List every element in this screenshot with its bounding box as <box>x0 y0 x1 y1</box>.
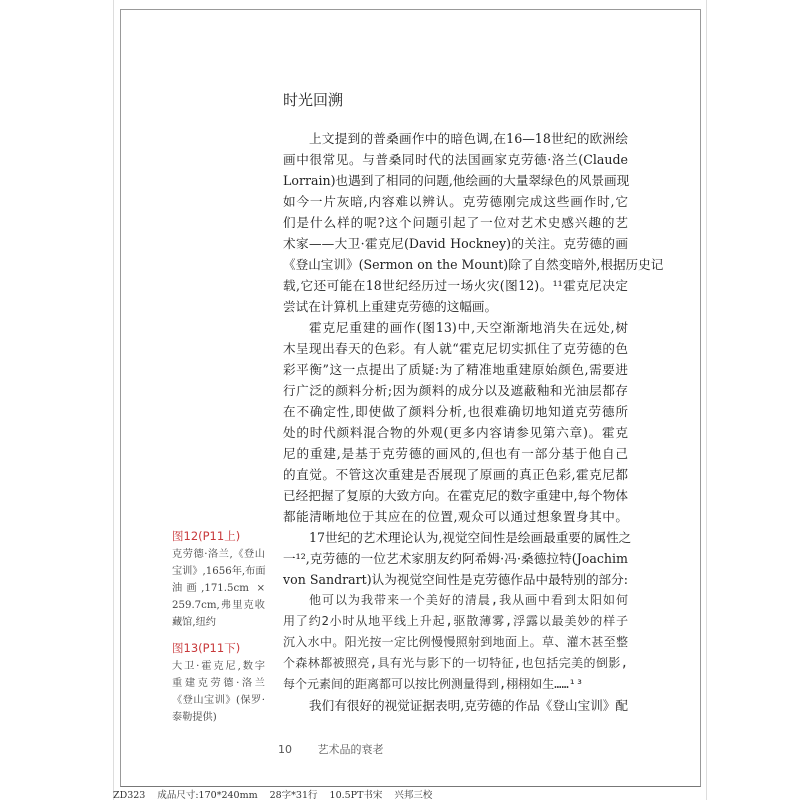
text-line: 彩平衡”这一点提出了质疑:为了精准地重建原始颜色,需要进 <box>283 362 628 377</box>
slug-item: 28字*31行 <box>269 790 318 801</box>
section-heading: 时光回溯 <box>283 91 344 109</box>
text-line: 已经把握了复原的大致方向。在霍克尼的数字重建中,每个物体 <box>283 488 628 503</box>
block-quote <box>283 590 628 695</box>
figure-caption-12 <box>172 527 265 631</box>
text-line: 如今一片灰暗,内容难以辨认。克劳德刚完成这些画作时,它 <box>283 194 628 209</box>
text-line: 用了约2小时从地平线上升起,驱散薄雾,浮露以最美妙的样子 <box>283 614 628 628</box>
paragraph <box>283 527 632 590</box>
text-line: 霍克尼重建的画作(图13)中,天空渐渐地消失在远处,树 <box>309 320 628 335</box>
slug-item: 成品尺寸:170*240mm <box>157 790 258 801</box>
text-line: 都能清晰地位于其应在的位置,观众可以通过想象置身其中。 <box>283 509 628 524</box>
text-line: 藏馆,纽约 <box>172 617 216 628</box>
text-line: 宝训》,1656年,布面 <box>172 566 266 577</box>
body-text <box>283 128 664 716</box>
text-line: Lorrain)也遇到了相同的问题,他绘画的大量翠绿色的风景画现 <box>283 173 630 188</box>
text-line: 沉入水中。阳光按一定比例慢慢照射到地面上。草、灌木甚至整 <box>283 635 628 649</box>
text-line: 上文提到的普桑画作中的暗色调,在16—18世纪的欧洲绘 <box>309 131 628 146</box>
text-line: 《登山宝训》(Sermon on the Mount)除了自然变暗外,根据历史记 <box>283 257 664 272</box>
printer-slug <box>113 787 444 801</box>
figure-caption-13 <box>172 639 265 726</box>
caption-title: 图12(P11上) <box>172 529 241 543</box>
running-title: 艺术品的衰老 <box>317 743 384 756</box>
slug-item: 10.5PT书宋 <box>329 790 383 801</box>
text-line: 在不确定性,即使做了颜料分析,也很难确切地知道克劳德所 <box>283 404 628 419</box>
text-line: von Sandrart)认为视觉空间性是克劳德作品中最特别的部分: <box>283 572 628 587</box>
page-footer <box>278 741 406 757</box>
text-line: 术家——大卫·霍克尼(David Hockney)的关注。克劳德的画 <box>283 236 628 251</box>
text-line: 他可以为我带来一个美好的清晨,我从画中看到太阳如何 <box>309 593 628 607</box>
slug-item: 兴邦三校 <box>394 790 433 801</box>
text-line: 17世纪的艺术理论认为,视觉空间性是绘画最重要的属性之 <box>309 530 632 545</box>
text-line: 油画,171.5cm × <box>172 583 265 594</box>
caption-title: 图13(P11下) <box>172 641 241 655</box>
slug-item: ZD323 <box>113 790 146 801</box>
text-line: 我们有很好的视觉证据表明,克劳德的作品《登山宝训》配 <box>309 698 628 713</box>
text-line: 259.7cm,弗里克收 <box>172 600 265 611</box>
text-line: 大卫·霍克尼,数字 <box>172 661 265 672</box>
text-line: 木呈现出春天的色彩。有人就“霍克尼切实抓住了克劳德的色 <box>283 341 628 356</box>
paragraph <box>283 128 664 317</box>
text-line: 尝试在计算机上重建克劳德的这幅画。 <box>283 299 498 314</box>
text-line: 《登山宝训》(保罗· <box>172 695 265 706</box>
text-line: 个森林都被照亮,具有光与影下的一切特征,也包括完美的倒影, <box>283 656 628 670</box>
text-line: 的直觉。不管这次重建是否展现了原画的真正色彩,霍克尼都 <box>283 467 628 482</box>
text-line: 泰勒提供) <box>172 712 217 723</box>
text-line: 处的时代颜料混合物的外观(更多内容请参见第六章)。霍克 <box>283 425 628 440</box>
text-line: 每个元素间的距离都可以按比例测量得到,栩栩如生……¹³ <box>283 677 584 691</box>
text-line: 行广泛的颜料分析;因为颜料的成分以及遮蔽釉和光油层都存 <box>283 383 628 398</box>
text-line: 们是什么样的呢?这个问题引起了一位对艺术史感兴趣的艺 <box>283 215 628 230</box>
paragraph <box>283 317 628 527</box>
text-line: 一¹²,克劳德的一位艺术家朋友约阿希姆·冯·桑德拉特(Joachim <box>283 551 628 566</box>
page-number: 10 <box>278 743 292 756</box>
text-line: 载,它还可能在18世纪经历过一场火灾(图12)。¹¹霍克尼决定 <box>283 278 628 293</box>
text-line: 重建克劳德·洛兰 <box>172 678 265 689</box>
paragraph <box>283 695 628 716</box>
text-line: 克劳德·洛兰,《登山 <box>172 549 265 560</box>
text-line: 尼的重建,是基于克劳德的画风的,但也有一部分基于他自己 <box>283 446 628 461</box>
text-line: 画中很常见。与普桑同时代的法国画家克劳德·洛兰(Claude <box>283 152 628 167</box>
